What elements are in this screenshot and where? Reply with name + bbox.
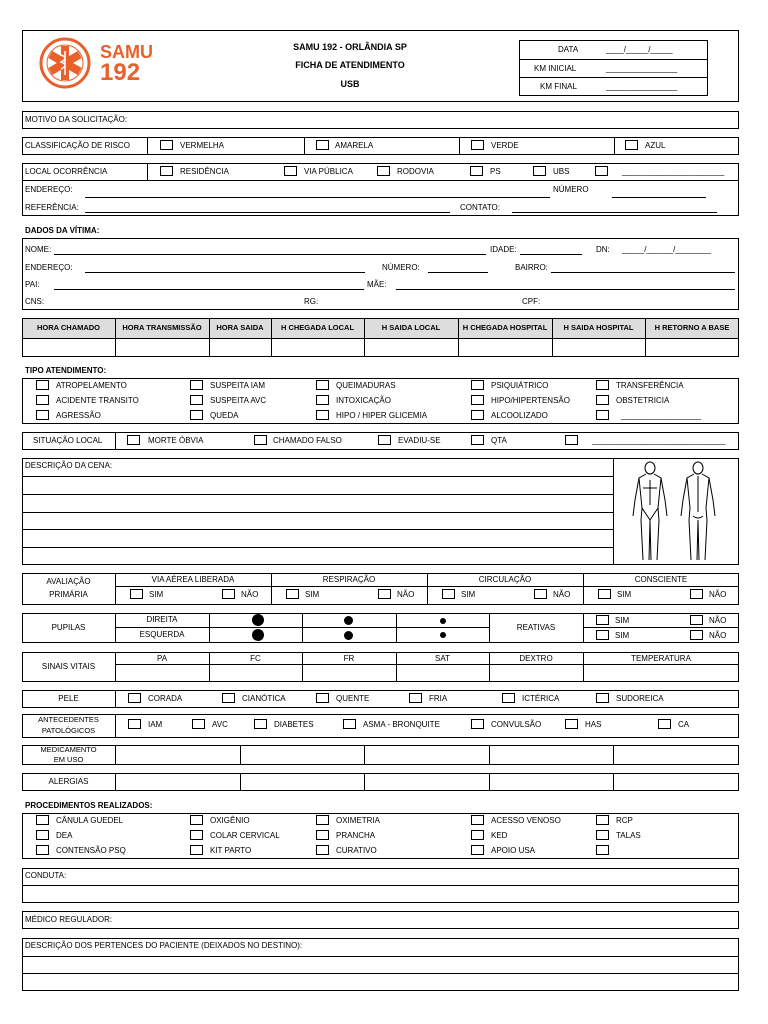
sinal-header: DEXTRO: [519, 654, 553, 663]
pupila-direita-label: DIREITA: [146, 615, 178, 624]
checkbox-evadiu-se[interactable]: [378, 435, 391, 445]
checkbox-vermelha[interactable]: [160, 140, 173, 150]
horario-cell[interactable]: [459, 339, 551, 356]
checkbox-procedimento[interactable]: [36, 845, 49, 855]
pai-label: PAI:: [25, 280, 40, 289]
checkbox-reativa-sim-2[interactable]: [596, 630, 609, 640]
checkbox-sim[interactable]: [598, 589, 611, 599]
horario-cell[interactable]: [553, 339, 644, 356]
nao-label: NÃO: [241, 590, 259, 599]
checkbox-tipo[interactable]: [596, 410, 609, 420]
checkbox-procedimento[interactable]: [190, 845, 203, 855]
sinal-header: PA: [156, 654, 168, 663]
horario-cell[interactable]: [210, 339, 270, 356]
checkbox-tipo[interactable]: [471, 410, 484, 420]
form-subtitle: FICHA DE ATENDIMENTO: [295, 60, 405, 70]
avaliacao-label-2: PRIMÁRIA: [49, 590, 88, 599]
checkbox-procedimento[interactable]: [316, 815, 329, 825]
antecedentes-label-1: ANTECEDENTES: [38, 715, 99, 724]
pupilas-label: PUPILAS: [51, 623, 86, 632]
option-label: ACIDENTE TRANSITO: [56, 396, 139, 405]
medico-box[interactable]: [22, 911, 739, 929]
checkbox-nao[interactable]: [378, 589, 391, 599]
option-label: CIANÓTICA: [242, 694, 286, 703]
avaliacao-header: RESPIRAÇÃO: [322, 575, 376, 584]
nome-line[interactable]: [54, 248, 486, 255]
rg-label: RG:: [304, 297, 319, 306]
option-label: SUDOREICA: [616, 694, 664, 703]
sinal-header: FR: [343, 654, 355, 663]
option-label: SUSPEITA AVC: [210, 396, 267, 405]
checkbox-procedimento[interactable]: [190, 830, 203, 840]
dn-value[interactable]: _____/______/________: [622, 245, 711, 254]
data-value[interactable]: ____/_____/_____: [606, 45, 673, 54]
form-unit: USB: [340, 79, 360, 89]
medicamento-row: [22, 745, 739, 765]
option-label: CONTENSÃO PSQ: [56, 846, 126, 855]
tipo-section-title: TIPO ATENDIMENTO:: [25, 366, 107, 375]
horario-header: H CHEGADA LOCAL: [280, 323, 355, 332]
option-label: MORTE ÓBVIA: [148, 436, 204, 445]
sim-label: SIM: [149, 590, 164, 599]
horario-header: H SAIDA HOSPITAL: [563, 323, 634, 332]
checkbox-via-publica[interactable]: [284, 166, 297, 176]
situacao-label: SITUAÇÃO LOCAL: [33, 436, 103, 445]
local-outro-line[interactable]: _______________________: [622, 167, 725, 176]
option-label: OXIMETRIA: [336, 816, 381, 825]
option-label: KIT PARTO: [210, 846, 252, 855]
procedimentos-section-title: PROCEDIMENTOS REALIZADOS:: [25, 801, 153, 810]
medicamento-label-2: EM USO: [53, 755, 84, 764]
option-label: PRANCHA: [336, 831, 376, 840]
option-label: CORADA: [148, 694, 183, 703]
conduta-label: CONDUTA:: [25, 871, 67, 880]
endereco-line[interactable]: [85, 190, 550, 198]
checkbox-tipo[interactable]: [316, 410, 329, 420]
nao-label: NÃO: [553, 590, 571, 599]
checkbox-pele[interactable]: [316, 693, 329, 703]
checkbox-procedimento[interactable]: [471, 845, 484, 855]
horario-header: H SAIDA LOCAL: [381, 323, 441, 332]
pupil-large-right[interactable]: [252, 614, 264, 626]
motivo-label: MOTIVO DA SOLICITAÇÃO:: [25, 115, 128, 124]
checkbox-tipo[interactable]: [36, 395, 49, 405]
option-label: ASMA - BRONQUITE: [363, 720, 440, 729]
horario-header: HORA SAIDA: [216, 323, 264, 332]
motivo-box[interactable]: [22, 111, 739, 129]
checkbox-procedimento[interactable]: [36, 815, 49, 825]
nao-label: NÃO: [709, 616, 727, 625]
option-label: KED: [491, 831, 508, 840]
idade-line[interactable]: [520, 248, 582, 255]
mae-line[interactable]: [396, 283, 735, 290]
pupil-medium-left[interactable]: [344, 631, 353, 640]
nao-label: NÃO: [709, 590, 727, 599]
option-label: RCP: [616, 816, 633, 825]
horario-cell[interactable]: [116, 339, 208, 356]
sim-label: SIM: [615, 616, 630, 625]
checkbox-reativa-nao-1[interactable]: [690, 615, 703, 625]
option-label: VERMELHA: [180, 141, 225, 150]
option-label: CHAMADO FALSO: [273, 436, 342, 445]
option-label: AGRESSÃO: [56, 411, 101, 420]
referencia-label: REFERÊNCIA:: [25, 203, 79, 212]
checkbox-antecedente[interactable]: [128, 719, 141, 729]
checkbox-antecedente[interactable]: [565, 719, 578, 729]
sim-label: SIM: [461, 590, 476, 599]
nao-label: NÃO: [709, 631, 727, 640]
option-label: AVC: [212, 720, 228, 729]
form-title: SAMU 192 - ORLÂNDIA SP: [293, 42, 407, 52]
option-label: COLAR CERVICAL: [210, 831, 280, 840]
option-label: PSIQUIÁTRICO: [491, 381, 549, 390]
option-label: ACESSO VENOSO: [491, 816, 561, 825]
numero-line[interactable]: [612, 190, 706, 198]
endereco-label: ENDEREÇO:: [25, 185, 73, 194]
checkbox-reativa-nao-2[interactable]: [690, 630, 703, 640]
mae-label: MÃE:: [367, 280, 387, 289]
sinal-cell[interactable]: [210, 665, 301, 681]
sinal-header: FC: [250, 654, 261, 663]
option-label: CURATIVO: [336, 846, 377, 855]
vitima-numero-line[interactable]: [428, 266, 488, 273]
horario-cell[interactable]: [646, 339, 738, 356]
pupil-small-left[interactable]: [440, 632, 446, 638]
checkbox-procedimento[interactable]: [316, 830, 329, 840]
option-label: DEA: [56, 831, 73, 840]
option-label: HIPO/HIPERTENSÃO: [491, 396, 570, 405]
checkbox-procedimento[interactable]: [190, 815, 203, 825]
bairro-label: BAIRRO:: [515, 263, 548, 272]
idade-label: IDADE:: [490, 245, 517, 254]
checkbox-tipo[interactable]: [190, 380, 203, 390]
checkbox-procedimento[interactable]: [36, 830, 49, 840]
avaliacao-label-1: AVALIAÇÃO: [46, 577, 91, 586]
pertences-label: DESCRIÇÃO DOS PERTENCES DO PACIENTE (DEIXADOS NO DESTINO):: [25, 941, 303, 950]
horario-header: HORA TRANSMISSÃO: [122, 323, 202, 332]
horario-header: H RETORNO A BASE: [654, 323, 730, 332]
pupila-esquerda-label: ESQUERDA: [139, 630, 185, 639]
option-label: ICTÉRICA: [522, 694, 560, 703]
option-label: EVADIU-SE: [398, 436, 441, 445]
checkbox-rodovia[interactable]: [377, 166, 390, 176]
option-label: RODOVIA: [397, 167, 434, 176]
checkbox-antecedente[interactable]: [254, 719, 267, 729]
option-label: HIPO / HIPER GLICEMIA: [336, 411, 428, 420]
checkbox-residencia[interactable]: [160, 166, 173, 176]
checkbox-pele[interactable]: [409, 693, 422, 703]
option-label: ATROPELAMENTO: [56, 381, 127, 390]
avaliacao-header: CONSCIENTE: [634, 575, 688, 584]
dn-label: DN:: [596, 245, 610, 254]
alergias-row: [22, 773, 739, 791]
horario-header: HORA CHAMADO: [36, 323, 101, 332]
checkbox-procedimento[interactable]: [596, 845, 609, 855]
checkbox-procedimento[interactable]: [596, 815, 609, 825]
option-label: UBS: [553, 167, 570, 176]
option-label: ALCOOLIZADO: [491, 411, 548, 420]
horario-cell[interactable]: [365, 339, 457, 356]
sinal-cell[interactable]: [303, 665, 395, 681]
option-label: VIA PÚBLICA: [304, 167, 353, 176]
checkbox-pele[interactable]: [502, 693, 515, 703]
checkbox-sim[interactable]: [130, 589, 143, 599]
cns-label: CNS:: [25, 297, 45, 306]
checkbox-tipo[interactable]: [596, 395, 609, 405]
option-label: HAS: [585, 720, 602, 729]
checkbox-azul[interactable]: [625, 140, 638, 150]
sinal-cell[interactable]: [116, 665, 208, 681]
contato-label: CONTATO:: [460, 203, 500, 212]
checkbox-nao[interactable]: [534, 589, 547, 599]
checkbox-tipo[interactable]: [36, 410, 49, 420]
option-label: TRANSFERÊNCIA: [616, 381, 684, 390]
data-label: DATA: [558, 45, 579, 54]
option-label: OXIGÊNIO: [210, 816, 250, 825]
pupil-large-left[interactable]: [252, 629, 264, 641]
checkbox-tipo[interactable]: [36, 380, 49, 390]
checkbox-antecedente[interactable]: [343, 719, 356, 729]
option-label: PS: [490, 167, 501, 176]
avaliacao-header: VIA AÉREA LIBERADA: [151, 575, 235, 584]
checkbox-tipo[interactable]: [190, 395, 203, 405]
checkbox-local-outro[interactable]: [595, 166, 608, 176]
option-label: FRIA: [429, 694, 448, 703]
checkbox-procedimento[interactable]: [471, 815, 484, 825]
contato-line[interactable]: [512, 206, 717, 213]
vitima-numero-label: NÚMERO:: [382, 263, 420, 272]
sim-label: SIM: [305, 590, 320, 599]
checkbox-amarela[interactable]: [316, 140, 329, 150]
numero-label: NÚMERO: [553, 185, 589, 194]
cena-label: DESCRIÇÃO DA CENA:: [25, 461, 113, 470]
situacao-outro-line[interactable]: ______________________________: [592, 436, 726, 445]
nao-label: NÃO: [397, 590, 415, 599]
antecedentes-label-2: PATOLÓGICOS: [41, 726, 96, 735]
checkbox-tipo[interactable]: [190, 410, 203, 420]
cpf-label: CPF:: [522, 297, 541, 306]
checkbox-pele[interactable]: [222, 693, 235, 703]
checkbox-tipo[interactable]: [471, 380, 484, 390]
option-label: OBSTETRICIA: [616, 396, 670, 405]
checkbox-antecedente[interactable]: [471, 719, 484, 729]
body-diagram-image[interactable]: [625, 460, 725, 563]
sinal-header: TEMPERATURA: [631, 654, 691, 663]
sim-label: SIM: [615, 631, 630, 640]
option-label: APOIO USA: [491, 846, 536, 855]
pupil-medium-right[interactable]: [344, 616, 353, 625]
checkbox-verde[interactable]: [471, 140, 484, 150]
pele-label: PELE: [58, 694, 79, 703]
tipo-outro-line[interactable]: __________________: [621, 411, 702, 420]
vitima-endereco-label: ENDEREÇO:: [25, 263, 73, 272]
classificacao-label: CLASSIFICAÇÃO DE RISCO: [25, 141, 130, 150]
checkbox-tipo[interactable]: [316, 395, 329, 405]
medico-label: MÉDICO REGULADOR:: [25, 915, 113, 924]
option-label: CONVULSÃO: [491, 720, 542, 729]
checkbox-procedimento[interactable]: [471, 830, 484, 840]
option-label: CA: [678, 720, 690, 729]
option-label: QUEIMADURAS: [336, 381, 396, 390]
brand-word: SAMU: [100, 42, 153, 62]
checkbox-tipo[interactable]: [596, 380, 609, 390]
horario-cell[interactable]: [272, 339, 363, 356]
km-inicial-value[interactable]: ________________: [606, 64, 678, 73]
checkbox-situacao-outro[interactable]: [565, 435, 578, 445]
checkbox-nao[interactable]: [222, 589, 235, 599]
reativas-label: REATIVAS: [516, 623, 556, 632]
pupil-small-right[interactable]: [440, 618, 446, 624]
referencia-line[interactable]: [85, 206, 450, 213]
checkbox-tipo[interactable]: [471, 395, 484, 405]
checkbox-procedimento[interactable]: [596, 830, 609, 840]
option-label: SUSPEITA IAM: [210, 381, 265, 390]
sinais-label: SINAIS VITAIS: [41, 662, 96, 671]
sinal-cell[interactable]: [397, 665, 488, 681]
checkbox-morte-obvia[interactable]: [127, 435, 140, 445]
checkbox-procedimento[interactable]: [316, 845, 329, 855]
nome-label: NOME:: [25, 245, 52, 254]
checkbox-pele[interactable]: [596, 693, 609, 703]
option-label: AMARELA: [335, 141, 374, 150]
local-label: LOCAL OCORRÊNCIA: [25, 167, 108, 176]
bairro-line[interactable]: [551, 266, 735, 273]
avaliacao-header: CIRCULAÇÃO: [478, 575, 532, 584]
horario-header: H CHEGADA HOSPITAL: [462, 323, 548, 332]
option-label: DIABETES: [274, 720, 314, 729]
option-label: CÂNULA GUEDEL: [56, 816, 124, 825]
km-final-value[interactable]: ________________: [606, 82, 678, 91]
km-inicial-label: KM INICIAL: [534, 64, 577, 73]
option-label: QUENTE: [336, 694, 370, 703]
checkbox-qta[interactable]: [471, 435, 484, 445]
km-final-label: KM FINAL: [540, 82, 577, 91]
horario-cell[interactable]: [23, 339, 114, 356]
sinal-cell[interactable]: [584, 665, 738, 681]
checkbox-antecedente[interactable]: [658, 719, 671, 729]
checkbox-sim[interactable]: [286, 589, 299, 599]
checkbox-ps[interactable]: [470, 166, 483, 176]
option-label: QUEDA: [210, 411, 239, 420]
sinal-cell[interactable]: [490, 665, 582, 681]
checkbox-reativa-sim-1[interactable]: [596, 615, 609, 625]
option-label: INTOXICAÇÃO: [336, 396, 391, 405]
checkbox-antecedente[interactable]: [192, 719, 205, 729]
alergias-label: ALERGIAS: [48, 777, 89, 786]
checkbox-sim[interactable]: [442, 589, 455, 599]
checkbox-pele[interactable]: [128, 693, 141, 703]
vitima-endereco-line[interactable]: [85, 266, 365, 273]
checkbox-nao[interactable]: [690, 589, 703, 599]
option-label: AZUL: [645, 141, 666, 150]
vitima-section-title: DADOS DA VÍTIMA:: [25, 226, 100, 235]
option-label: IAM: [148, 720, 163, 729]
checkbox-tipo[interactable]: [316, 380, 329, 390]
option-label: QTA: [491, 436, 507, 445]
brand-number: 192: [100, 59, 141, 86]
pai-line[interactable]: [54, 283, 364, 290]
checkbox-ubs[interactable]: [533, 166, 546, 176]
option-label: VERDE: [491, 141, 519, 150]
sinal-header: SAT: [435, 654, 450, 663]
option-label: TALAS: [616, 831, 641, 840]
checkbox-chamado-falso[interactable]: [254, 435, 267, 445]
option-label: RESIDÊNCIA: [180, 167, 229, 176]
medicamento-label-1: MEDICAMENTO: [40, 745, 97, 754]
sim-label: SIM: [617, 590, 632, 599]
